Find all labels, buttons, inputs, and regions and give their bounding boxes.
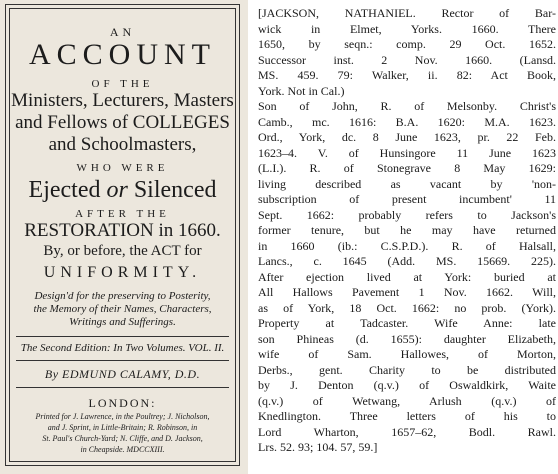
entry-line: MS. 459. 79: Walker, ii. 82: Act Book, <box>258 68 556 82</box>
title-after-the: AFTER THE <box>75 208 170 220</box>
entry-line: 1623–4. V. of Hunsingore 11 June 1623 <box>258 145 556 160</box>
entry-line: Son of John, R. of Melsonby. Christ's <box>258 99 556 113</box>
title-rule-middle <box>16 360 229 361</box>
title-rule-bottom <box>16 387 229 388</box>
title-imprint-line-1: Printed for J. Lawrence, in the Poultrey; J. Nicholson, <box>35 412 210 421</box>
title-of-the: OF THE <box>91 78 154 90</box>
entry-line: wick in Elmet, Yorks. 1660. There <box>258 21 556 36</box>
entry-line: Lrs. 52. 93; 104. 57, 59.] <box>258 440 378 454</box>
title-author: By EDMUND CALAMY, D.D. <box>44 367 201 381</box>
entry-line: 1650, by seqn.: comp. 29 Oct. 1652. <box>258 37 556 51</box>
entry-line: Camb., mc. 1616: B.A. 1620: M.A. 1623. <box>258 114 556 129</box>
entry-line: Ord., York, dc. 8 June 1623, pr. 22 Feb. <box>258 130 556 144</box>
title-imprint-line-2: and J. Sprint, in Little-Britain; R. Robinson, in <box>47 423 198 432</box>
title-ejected: Ejected <box>28 177 101 203</box>
title-page-border <box>5 4 240 466</box>
title-who-were: WHO WERE <box>76 162 169 174</box>
entry-line: Sept. 1662: probably refers to Jackson's <box>258 207 556 222</box>
title-schoolmasters: and Schoolmasters, <box>48 134 197 155</box>
entry-line: Property at Tadcaster. Wife Anne: late <box>258 316 556 330</box>
title-account: ACCOUNT <box>28 38 216 71</box>
entry-line: [JACKSON, NATHANIEL. Rector of Bar- <box>258 6 556 20</box>
entry-line: All Hallows Pavement 1 Nov. 1662. Will, <box>258 285 556 299</box>
title-page-image <box>0 0 248 474</box>
title-ministers: Ministers, Lecturers, Masters <box>11 90 234 111</box>
title-design-line-3: Writings and Sufferings. <box>69 316 176 328</box>
title-by-or-before: By, or before, the ACT for <box>43 243 202 259</box>
entry-line: York. Not in Cal.) <box>258 83 345 98</box>
entry-line: (L.I.). R. of Stonegrave 8 May 1629: <box>258 161 556 175</box>
entry-line: as of York, 18 Oct. 1662: no prob. (York). <box>258 300 556 315</box>
entry-line: living described as vacant by 'non- <box>258 176 556 191</box>
title-restoration: RESTORATION in 1660. <box>24 220 221 241</box>
title-london: LONDON: <box>88 396 157 410</box>
entry-line: former tenure, but he may have returned <box>258 223 556 237</box>
title-ejected-line <box>6 177 239 203</box>
entry-line: Lord Wharton, 1657–62, Bodl. Rawl. <box>258 424 556 439</box>
entry-line: Derbs., gent. Charity to be distributed <box>258 362 556 377</box>
title-imprint-line-4: in Cheapside. MDCCXIII. <box>80 445 165 454</box>
entry-line: Knedlington. Three letters of his to <box>258 409 556 423</box>
entry-line: son Phineas (d. 1655): daughter Elizabeth, <box>258 331 556 346</box>
entry-line: After ejection lived at York: buried at <box>258 269 556 284</box>
entry-line: by J. Denton (q.v.) of Oswaldkirk, Waite <box>258 378 556 392</box>
title-or: or <box>106 177 128 203</box>
title-imprint-line-3: St. Paul's Church-Yard; N. Cliffe, and D. Jackson, <box>42 434 203 443</box>
title-fellows: and Fellows of COLLEGES <box>15 112 230 133</box>
entry-line: wife of Sam. Hallowes, of Morton, <box>258 347 556 361</box>
title-silenced: Silenced <box>133 177 217 203</box>
title-design-line-1: Design'd for the preserving to Posterity, <box>34 290 211 302</box>
entry-line: subscription of present incumbent' 11 <box>258 192 556 206</box>
entry-line: Lancs., c. 1645 (Add. MS. 15669. 225). <box>258 254 556 268</box>
entry-line: in 1660 (ib.: C.S.P.D.). R. of Halsall, <box>258 238 556 253</box>
title-an: AN <box>109 25 136 39</box>
title-rule-top <box>16 336 229 337</box>
entry-line: (q.v.) of Wetwang, Arlush (q.v.) of <box>258 393 556 408</box>
title-edition: The Second Edition: In Two Volumes. VOL. II. <box>20 342 225 354</box>
biographical-entry <box>258 6 556 456</box>
title-design-line-2: the Memory of their Names, Characters, <box>33 303 212 315</box>
entry-line: Successor inst. 2 Nov. 1660. (Lansd. <box>258 52 556 67</box>
title-uniformity: UNIFORMITY. <box>43 264 202 281</box>
